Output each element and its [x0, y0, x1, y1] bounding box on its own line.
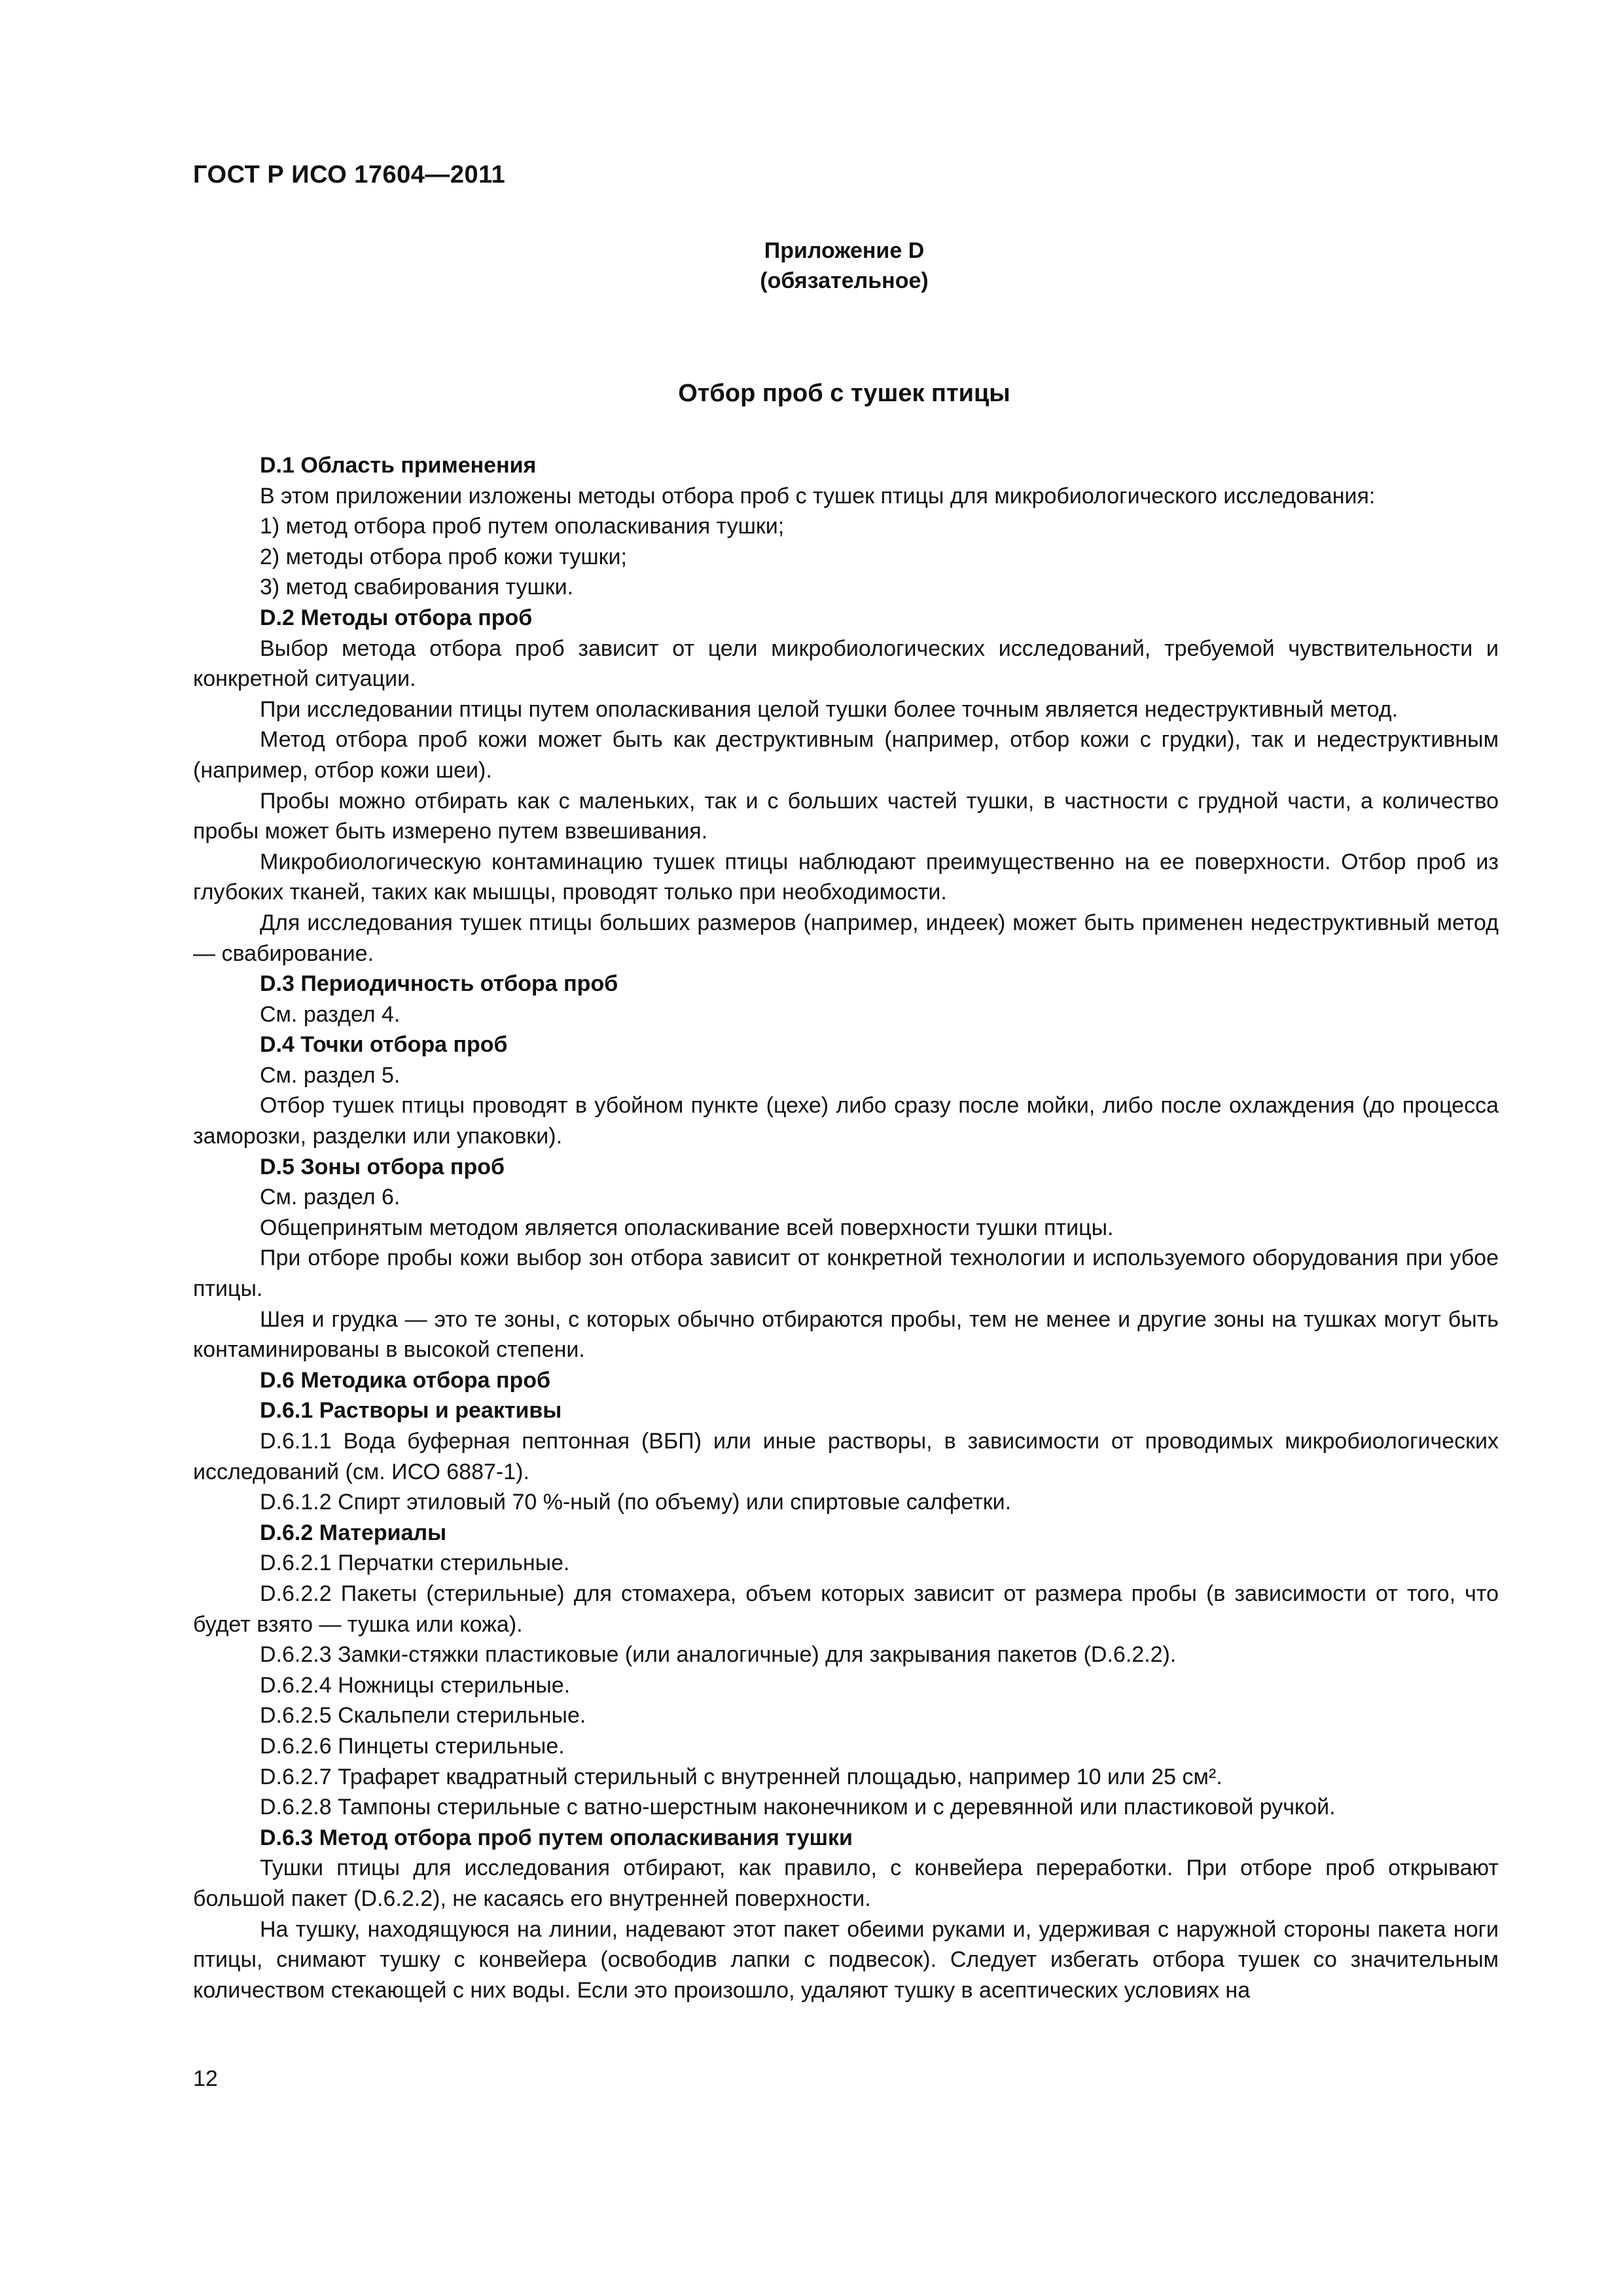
annex-status: (обязательное)	[760, 268, 929, 293]
paragraph: На тушку, находящуюся на линии, надевают этот пакет обеими руками и, удерживая с наружной стороны пакета ноги птицы, снимают тушку с конвейера (освободив лапки с подвесок). Следует избегать отбора тушек со значительным количеством стекающей с них воды. Если это произошло, удаляют тушку в асептических условиях на	[193, 1916, 1499, 2003]
paragraph: Для исследования тушек птицы больших размеров (например, индеек) может быть применен недеструктивный метод — свабирование.	[193, 910, 1499, 966]
paragraph: D.6.2.5 Скальпели стерильные.	[260, 1703, 586, 1729]
section-heading: D.6.1 Растворы и реактивы	[260, 1398, 562, 1424]
paragraph: Тушки птицы для исследования отбирают, как правило, с конвейера переработки. При отборе проб открывают большой пакет (D.6.2.2), не касаясь его внутренней поверхности.	[193, 1856, 1499, 1911]
paragraph: D.6.2.6 Пинцеты стерильные.	[260, 1733, 565, 1759]
paragraph: Шея и грудка — это те зоны, с которых обычно отбираются пробы, тем не менее и другие зоны на тушках могут быть контаминированы в высокой степени.	[193, 1306, 1499, 1363]
paragraph: D.6.2.3 Замки-стяжки пластиковые (или аналогичные) для закрывания пакетов (D.6.2.2).	[260, 1642, 1177, 1668]
section-heading: D.4 Точки отбора проб	[260, 1032, 508, 1058]
paragraph: D.6.2.1 Перчатки стерильные.	[260, 1551, 570, 1576]
annex-heading	[0, 236, 1623, 296]
paragraph: Общепринятым методом является ополаскивание всей поверхности тушки птицы.	[260, 1215, 1114, 1240]
standard-designation: ГОСТ Р ИСО 17604—2011	[193, 161, 506, 188]
document-body	[193, 450, 1499, 2005]
paragraph: См. раздел 4.	[260, 1001, 401, 1027]
annex-title: Отбор проб с тушек птицы	[678, 380, 1010, 407]
section-heading: D.6.3 Метод отбора проб путем ополаскивания тушки	[260, 1825, 853, 1850]
paragraph: Метод отбора проб кожи может быть как деструктивным (например, отбор кожи с грудки), так и недеструктивным (например, отбор кожи шеи).	[193, 727, 1499, 783]
paragraph: В этом приложении изложены методы отбора проб с тушек птицы для микробиологического исследования:	[260, 483, 1376, 509]
paragraph: D.6.2.4 Ножницы стерильные.	[260, 1672, 571, 1698]
paragraph: D.6.1.1 Вода буферная пептонная (ВБП) или иные растворы, в зависимости от проводимых микробиологических исследований (см. ИСО 6887-1).	[193, 1429, 1499, 1484]
paragraph: При отборе пробы кожи выбор зон отбора зависит от конкретной технологии и используемого оборудования при убое птицы.	[193, 1246, 1499, 1302]
annex-label: Приложение D	[764, 238, 925, 263]
paragraph: 1) метод отбора проб путем ополаскивания тушки;	[260, 514, 785, 539]
paragraph: 2) методы отбора проб кожи тушки;	[260, 544, 627, 569]
paragraph: См. раздел 6.	[260, 1185, 401, 1210]
paragraph: Микробиологическую контаминацию тушек птицы наблюдают преимущественно на ее поверхности. Отбор проб из глубоких тканей, таких как мышцы, проводят только при необходимости.	[193, 849, 1499, 905]
paragraph: D.6.2.8 Тампоны стерильные с ватно-шерстным наконечником и с деревянной или пластиковой ручкой.	[260, 1795, 1336, 1820]
section-heading: D.6.2 Материалы	[260, 1520, 447, 1545]
paragraph: D.6.2.7 Трафарет квадратный стерильный с внутренней площадью, например 10 или 25 см².	[260, 1764, 1222, 1789]
paragraph: D.6.2.2 Пакеты (стерильные) для стомахера, объем которых зависит от размера пробы (в зависимости от того, что будет взято — тушка или кожа).	[193, 1581, 1499, 1637]
paragraph: Выбор метода отбора проб зависит от цели микробиологических исследований, требуемой чувствительности и конкретной ситуации.	[193, 636, 1499, 692]
paragraph: См. раздел 5.	[260, 1062, 401, 1088]
section-heading: D.1 Область применения	[260, 453, 537, 478]
paragraph: Отбор тушек птицы проводят в убойном пункте (цехе) либо сразу после мойки, либо после охлаждения (до процесса заморозки, разделки или упаковки).	[193, 1093, 1499, 1149]
section-heading: D.5 Зоны отбора проб	[260, 1154, 505, 1179]
paragraph: При исследовании птицы путем ополаскивания целой тушки более точным является недеструктивный метод.	[260, 696, 1399, 722]
paragraph: 3) метод свабирования тушки.	[260, 575, 574, 600]
page-number: 12	[193, 2066, 218, 2091]
section-heading: D.2 Методы отбора проб	[260, 605, 533, 630]
paragraph: D.6.1.2 Спирт этиловый 70 %-ный (по объему) или спиртовые салфетки.	[260, 1490, 1012, 1515]
section-heading: D.3 Периодичность отбора проб	[260, 971, 618, 997]
section-heading: D.6 Методика отбора проб	[260, 1367, 551, 1393]
paragraph: Пробы можно отбирать как с маленьких, так и с больших частей тушки, в частности с грудной части, а количество пробы может быть измерено путем взвешивания.	[193, 788, 1499, 844]
